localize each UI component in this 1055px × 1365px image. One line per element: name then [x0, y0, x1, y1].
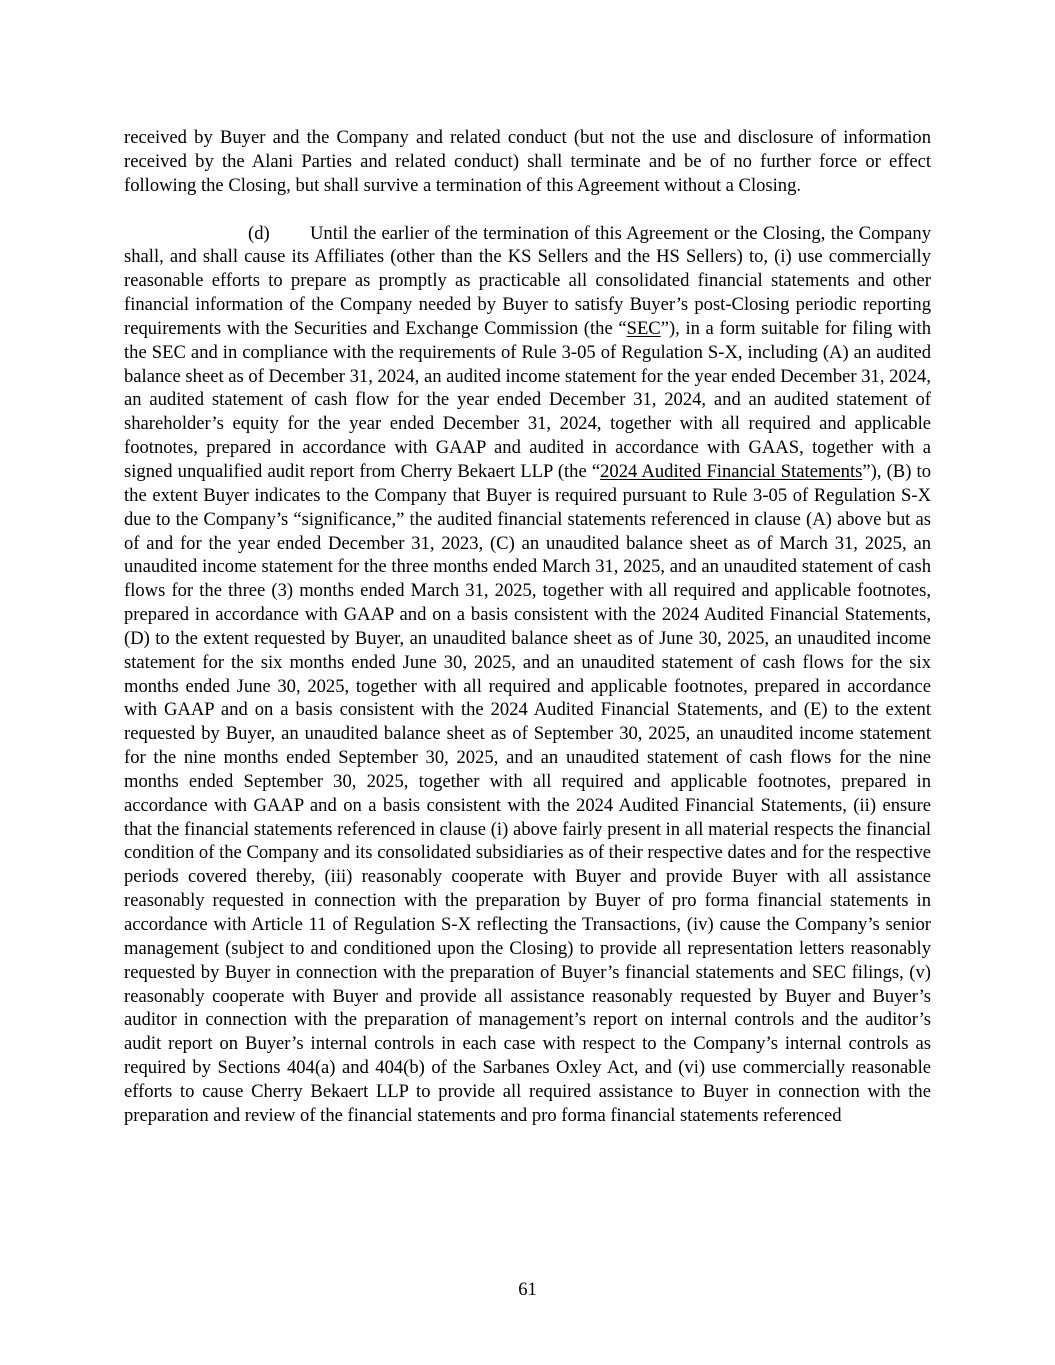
- paragraph-section-d: [124, 222, 931, 1128]
- page-body: [124, 126, 931, 1128]
- paragraph-spacer: [124, 198, 931, 222]
- section-d-text-part-3: ”), (B) to the extent Buyer indicates to the Company that Buyer is required pursuant to Rule 3-05 of Regulation S-X due to the Company’s “significance,” the audited financial statements referenced in clause (A) above but as of and for the year ended December 31, 2023, (C) an unaudited balance sheet as of March 31, 2025, an unaudited income statement for the three months ended March 31, 2025, and an unaudited statement of cash flows for the three (3) months ended March 31, 2025, together with all required and applicable footnotes, prepared in accordance with GAAP and on a basis consistent with the 2024 Audited Financial Statements, (D) to the extent requested by Buyer, an unaudited balance sheet as of June 30, 2025, an unaudited income statement for the six months ended June 30, 2025, and an unaudited statement of cash flows for the six months ended June 30, 2025, together with all required and applicable footnotes, prepared in accordance with GAAP and on a basis consistent with the 2024 Audited Financial Statements, and (E) to the extent requested by Buyer, an unaudited balance sheet as of September 30, 2025, an unaudited income statement for the nine months ended September 30, 2025, and an unaudited statement of cash flows for the nine months ended September 30, 2025, together with all required and applicable footnotes, prepared in accordance with GAAP and on a basis consistent with the 2024 Audited Financial Statements, (ii) ensure that the financial statements referenced in clause (i) above fairly present in all material respects the financial condition of the Company and its consolidated subsidiaries as of their respective dates and for the respective periods covered thereby, (iii) reasonably cooperate with Buyer and provide Buyer with all assistance reasonably requested in connection with the preparation by Buyer of pro forma financial statements in accordance with Article 11 of Regulation S-X reflecting the Transactions, (iv) cause the Company’s senior management (subject to and conditioned upon the Closing) to provide all representation letters reasonably requested by Buyer in connection with the preparation of Buyer’s financial statements and SEC filings, (v) reasonably cooperate with Buyer and provide all assistance reasonably requested by Buyer and Buyer’s auditor in connection with the preparation of management’s report on internal controls and the auditor’s audit report on Buyer’s internal controls in each case with respect to the Company’s internal controls as required by Sections 404(a) and 404(b) of the Sarbanes Oxley Act, and (vi) use commercially reasonable efforts to cause Cherry Bekaert LLP to provide all required assistance to Buyer in connection with the preparation and review of the financial statements and pro forma financial statements referenced: [124, 460, 931, 1126]
- page-number: 61: [518, 1279, 537, 1300]
- paragraph-continuation: received by Buyer and the Company and related conduct (but not the use and disclosure of information received by the Alani Parties and related conduct) shall terminate and be of no further force or effect following the Closing, but shall survive a termination of this Agreement without a Closing.: [124, 127, 931, 196]
- section-d-text-part-2: ”), in a form suitable for filing with the SEC and in compliance with the requirements of Rule 3-05 of Regulation S-X, including (A) an audited balance sheet as of December 31, 2024, an audited income statement for the year ended December 31, 2024, an audited statement of cash flow for the year ended December 31, 2024, and an audited statement of shareholder’s equity for the year ended December 31, 2024, together with all required and applicable footnotes, prepared in accordance with GAAP and audited in accordance with GAAS, together with a signed unqualified audit report from Cherry Bekaert LLP (the “: [124, 317, 931, 482]
- section-d-text-part-1: Until the earlier of the termination of this Agreement or the Closing, the Company shall, and shall cause its Affiliates (other than the KS Sellers and the HS Sellers) to, (i) use commercially reasonable efforts to prepare as promptly as practicable all consolidated financial statements and other financial information of the Company needed by Buyer to satisfy Buyer’s post-Closing periodic reporting requirements with the Securities and Exchange Commission (the “: [124, 222, 931, 339]
- section-label: (d): [248, 222, 270, 244]
- defined-term-sec: SEC: [626, 317, 661, 339]
- defined-term-audited-financial-statements: 2024 Audited Financial Statements: [600, 460, 863, 482]
